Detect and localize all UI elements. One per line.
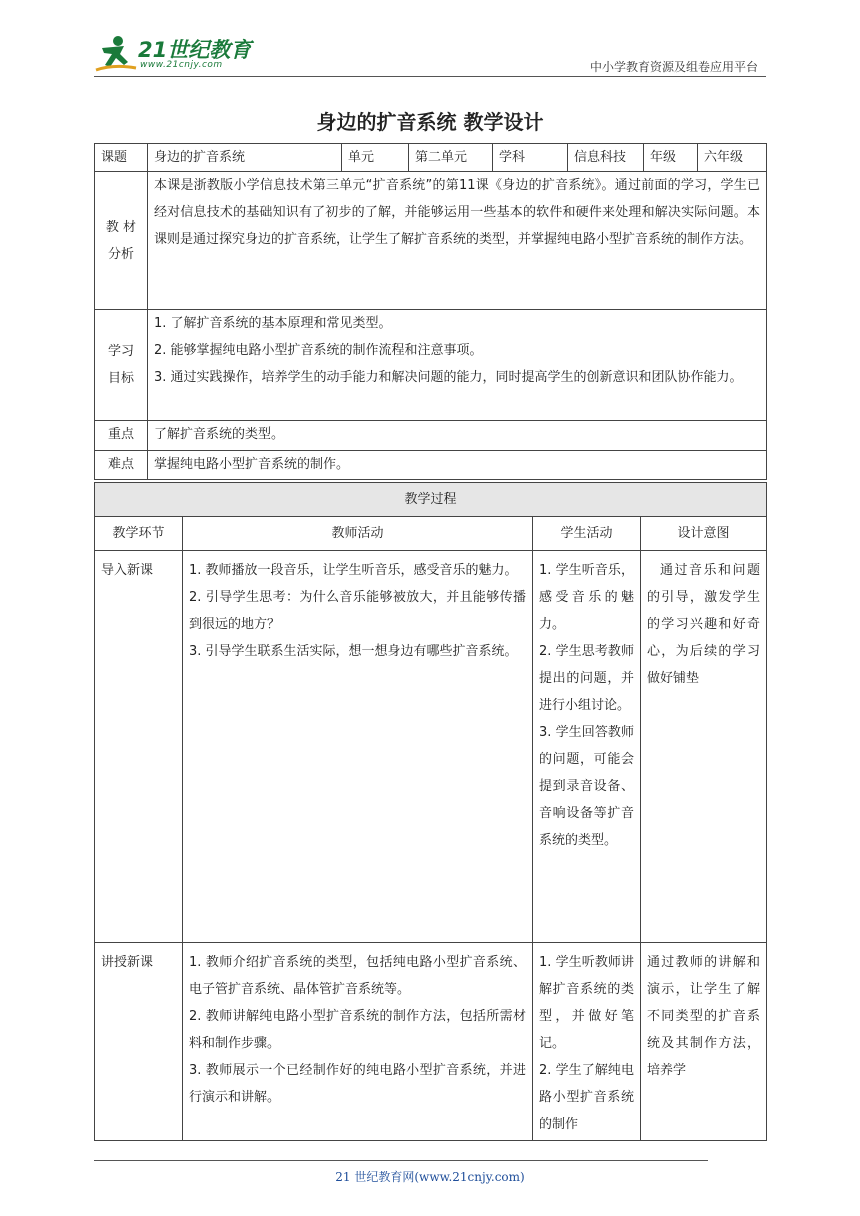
process-columns-row: [95, 517, 767, 551]
header-divider: [94, 76, 766, 77]
teacher-activity-item: 1. 教师介绍扩音系统的类型，包括纯电路小型扩音系统、电子管扩音系统、晶体管扩音系统等。: [189, 955, 526, 997]
footer-divider: [94, 1160, 708, 1161]
goals-label: [95, 310, 148, 421]
design-intent-cell: 通过教师的讲解和演示，让学生了解不同类型的扩音系统及其制作方法，培养学: [641, 943, 767, 1141]
student-activity-item: 2. 学生思考教师提出的问题，并进行小组讨论。: [539, 644, 634, 713]
process-heading-row: [95, 483, 767, 517]
process-heading: 教学过程: [95, 483, 767, 517]
column-teacher: 教师活动: [183, 517, 533, 551]
lesson-info-table: [94, 143, 767, 480]
stage-cell: 导入新课: [95, 551, 183, 943]
teacher-activity-item: 1. 教师播放一段音乐，让学生听音乐，感受音乐的魅力。: [189, 563, 518, 578]
goals-label-line1: 学习: [107, 344, 134, 359]
goals-label-line2: 目标: [107, 371, 134, 386]
logo: [94, 34, 264, 74]
student-activity-item: 3. 学生回答教师的问题，可能会提到录音设备、音响设备等扩音系统的类型。: [539, 725, 634, 848]
process-row-intro: [95, 551, 767, 943]
logo-text: 21世纪教育: [138, 38, 252, 62]
unit-value: 第二单元: [409, 144, 493, 172]
difficulty-row: [95, 451, 767, 480]
page-header: [94, 30, 766, 78]
key-point-row: [95, 421, 767, 451]
subject-value: 信息科技: [568, 144, 644, 172]
goals-list: [148, 310, 767, 421]
column-intent: 设计意图: [641, 517, 767, 551]
teacher-activity-cell: [183, 551, 533, 943]
footer-link[interactable]: 21 世纪教育网(www.21cnjy.com): [335, 1170, 525, 1184]
key-point-label: 重点: [95, 421, 148, 451]
platform-name: 中小学教育资源及组卷应用平台: [589, 60, 758, 74]
subject-label: 学科: [493, 144, 568, 172]
grade-label: 年级: [644, 144, 698, 172]
key-point-text: 了解扩音系统的类型。: [148, 421, 767, 451]
student-activity-item: 1. 学生听教师讲解扩音系统的类型，并做好笔记。: [539, 955, 634, 1051]
teacher-activity-item: 2. 教师讲解纯电路小型扩音系统的制作方法，包括所需材料和制作步骤。: [189, 1009, 526, 1051]
goal-item: 2. 能够掌握纯电路小型扩音系统的制作流程和注意事项。: [154, 343, 483, 358]
teacher-activity-item: 2. 引导学生思考：为什么音乐能够被放大，并且能够传播到很远的地方？: [189, 590, 526, 632]
difficulty-text: 掌握纯电路小型扩音系统的制作。: [148, 451, 767, 480]
teacher-activity-cell: [183, 943, 533, 1141]
document-title: 身边的扩音系统 教学设计: [316, 110, 544, 134]
stage-cell: 讲授新课: [95, 943, 183, 1141]
process-row-teach: [95, 943, 767, 1141]
topic-value: 身边的扩音系统: [148, 144, 342, 172]
analysis-row: [95, 172, 767, 310]
goal-item: 1. 了解扩音系统的基本原理和常见类型。: [154, 316, 392, 331]
teacher-activity-item: 3. 教师展示一个已经制作好的纯电路小型扩音系统，并进行演示和讲解。: [189, 1063, 526, 1105]
analysis-label-line2: 分析: [107, 246, 134, 262]
teacher-activity-item: 3. 引导学生联系生活实际，想一想身边有哪些扩音系统。: [189, 644, 518, 659]
student-activity-item: 2. 学生了解纯电路小型扩音系统的制作: [539, 1063, 634, 1132]
student-activity-cell: [533, 943, 641, 1141]
logo-url: www.21cnjy.com: [140, 60, 223, 70]
column-student: 学生活动: [533, 517, 641, 551]
difficulty-label: 难点: [95, 451, 148, 480]
grade-value: 六年级: [698, 144, 767, 172]
analysis-label: [95, 172, 148, 310]
goal-item: 3. 通过实践操作，培养学生的动手能力和解决问题的能力，同时提高学生的创新意识和团队协作能力。: [154, 370, 743, 385]
analysis-text: 本课是浙教版小学信息技术第三单元“扩音系统”的第11课《身边的扩音系统》。通过前面的学习，学生已经对信息技术的基础知识有了初步的了解，并能够运用一些基本的软件和硬件来处理和解决实际问题。本课则是通过探究身边的扩音系统，让学生了解扩音系统的类型，并掌握纯电路小型扩音系统的制作方法。: [148, 172, 767, 310]
unit-label: 单元: [342, 144, 409, 172]
student-activity-item: 1. 学生听音乐，感受音乐的魅力。: [539, 563, 634, 632]
teaching-process-table: [94, 482, 767, 1141]
design-intent-cell: 通过音乐和问题的引导，激发学生的学习兴趣和好奇心，为后续的学习做好铺垫: [641, 551, 767, 943]
topic-label: 课题: [95, 144, 148, 172]
analysis-label-line1: 教 材: [105, 219, 137, 235]
info-row: [95, 144, 767, 172]
student-activity-cell: [533, 551, 641, 943]
runner-logo-icon: [94, 34, 140, 74]
column-stage: 教学环节: [95, 517, 183, 551]
goals-row: [95, 310, 767, 421]
